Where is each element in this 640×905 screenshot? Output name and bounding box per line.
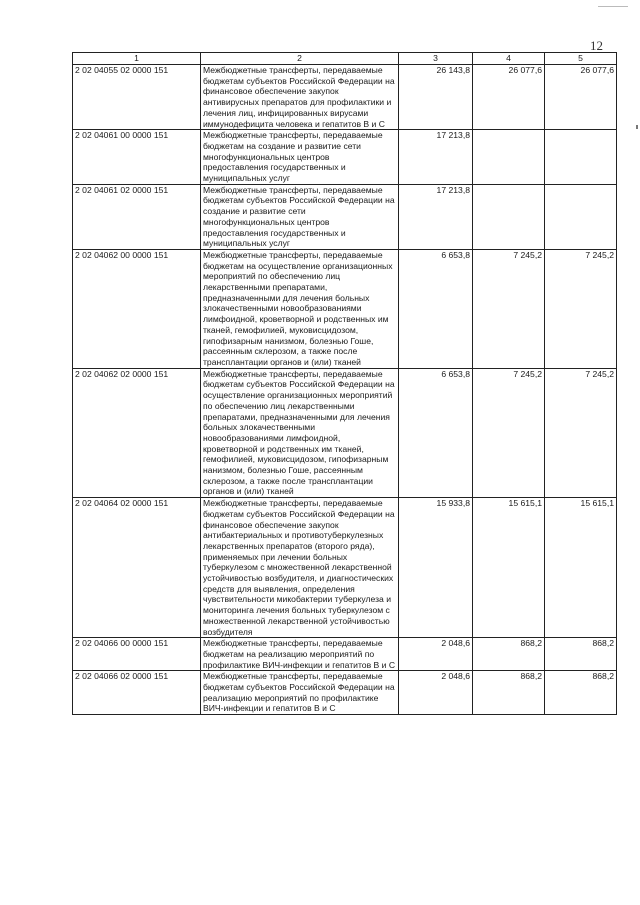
- column-header: 2: [201, 53, 399, 65]
- table-row: [73, 249, 617, 368]
- amount-col4: 868,2: [473, 638, 545, 671]
- column-header: 3: [399, 53, 473, 65]
- table-row: [73, 638, 617, 671]
- amount-col4: 7 245,2: [473, 368, 545, 497]
- budget-code: 2 02 04062 02 0000 151: [73, 368, 201, 497]
- budget-code: 2 02 04061 00 0000 151: [73, 130, 201, 185]
- amount-col3: 15 933,8: [399, 498, 473, 638]
- amount-col3: 17 213,8: [399, 184, 473, 249]
- amount-col4: 26 077,6: [473, 65, 545, 130]
- budget-code: 2 02 04055 02 0000 151: [73, 65, 201, 130]
- amount-col5: 7 245,2: [545, 249, 617, 368]
- budget-code: 2 02 04062 00 0000 151: [73, 249, 201, 368]
- item-description: Межбюджетные трансферты, передаваемые бюджетам субъектов Российской Федерации на реализацию мероприятий по профилактике ВИЧ-инфекции и гепатитов В и С: [201, 671, 399, 715]
- column-header: 4: [473, 53, 545, 65]
- table-row: [73, 368, 617, 497]
- amount-col3: 2 048,6: [399, 638, 473, 671]
- table-header-row: [73, 53, 617, 65]
- amount-col5: [545, 184, 617, 249]
- amount-col3: 2 048,6: [399, 671, 473, 715]
- budget-code: 2 02 04066 02 0000 151: [73, 671, 201, 715]
- table-row: [73, 184, 617, 249]
- amount-col5: 7 245,2: [545, 368, 617, 497]
- column-header: 5: [545, 53, 617, 65]
- amount-col5: 26 077,6: [545, 65, 617, 130]
- table-row: [73, 498, 617, 638]
- table-row: [73, 130, 617, 185]
- amount-col4: 868,2: [473, 671, 545, 715]
- item-description: Межбюджетные трансферты, передаваемые бюджетам субъектов Российской Федерации на финансовое обеспечение закупок антивирусных препаратов для профилактики и лечения лиц, инфицированных вирусами иммунодефицита человека и гепатитов В и С: [201, 65, 399, 130]
- column-header: 1: [73, 53, 201, 65]
- item-description: Межбюджетные трансферты, передаваемые бюджетам на реализацию мероприятий по профилактике ВИЧ-инфекции и гепатитов В и С: [201, 638, 399, 671]
- budget-table: [72, 52, 617, 715]
- item-description: Межбюджетные трансферты, передаваемые бюджетам на осуществление организационных мероприятий по обеспечению лиц лекарственными препаратами, предназначенными для лечения больных злокачественными новообразованиями лимфоидной, кроветворной и родственных им тканей, гемофилией, муковисцидозом, гипофизарным нанизмом, болезнью Гоше, рассеянным склерозом, а также после трансплантации органов и (или) тканей: [201, 249, 399, 368]
- scan-speck: [598, 6, 628, 7]
- amount-col3: 17 213,8: [399, 130, 473, 185]
- item-description: Межбюджетные трансферты, передаваемые бюджетам на создание и развитие сети многофункциональных центров предоставления государственных и муниципальных услуг: [201, 130, 399, 185]
- amount-col3: 6 653,8: [399, 368, 473, 497]
- amount-col4: [473, 130, 545, 185]
- item-description: Межбюджетные трансферты, передаваемые бюджетам субъектов Российской Федерации на создание и развитие сети многофункциональных центров предоставления государственных и муниципальных услуг: [201, 184, 399, 249]
- budget-code: 2 02 04066 00 0000 151: [73, 638, 201, 671]
- table-row: [73, 65, 617, 130]
- item-description: Межбюджетные трансферты, передаваемые бюджетам субъектов Российской Федерации на финансовое обеспечение закупок антибактериальных и противотуберкулезных лекарственных препаратов (второго ряда), применяемых при лечении больных туберкулезом с множественной лекарственной устойчивостью возбудителя, и диагностических средств для выявления, определения чувствительности микобактерии туберкулеза и мониторинга лечения больных туберкулезом с множественной лекарственной устойчивостью возбудителя: [201, 498, 399, 638]
- budget-code: 2 02 04064 02 0000 151: [73, 498, 201, 638]
- amount-col5: 868,2: [545, 671, 617, 715]
- amount-col4: 7 245,2: [473, 249, 545, 368]
- amount-col5: 868,2: [545, 638, 617, 671]
- amount-col5: [545, 130, 617, 185]
- amount-col4: 15 615,1: [473, 498, 545, 638]
- amount-col3: 6 653,8: [399, 249, 473, 368]
- table-row: [73, 671, 617, 715]
- amount-col3: 26 143,8: [399, 65, 473, 130]
- amount-col4: [473, 184, 545, 249]
- budget-code: 2 02 04061 02 0000 151: [73, 184, 201, 249]
- scan-speck: [636, 125, 638, 129]
- item-description: Межбюджетные трансферты, передаваемые бюджетам субъектов Российской Федерации на осуществление организационных мероприятий по обеспечению лиц лекарственными препаратами, предназначенными для лечения больных злокачественными новообразованиями лимфоидной, кроветворной и родственных им тканей, гемофилией, муковисцидозом, гипофизарным нанизмом, болезнью Гоше, рассеянным склерозом, а также после трансплантации органов и (или) тканей: [201, 368, 399, 497]
- page-number: 12: [590, 38, 603, 53]
- amount-col5: 15 615,1: [545, 498, 617, 638]
